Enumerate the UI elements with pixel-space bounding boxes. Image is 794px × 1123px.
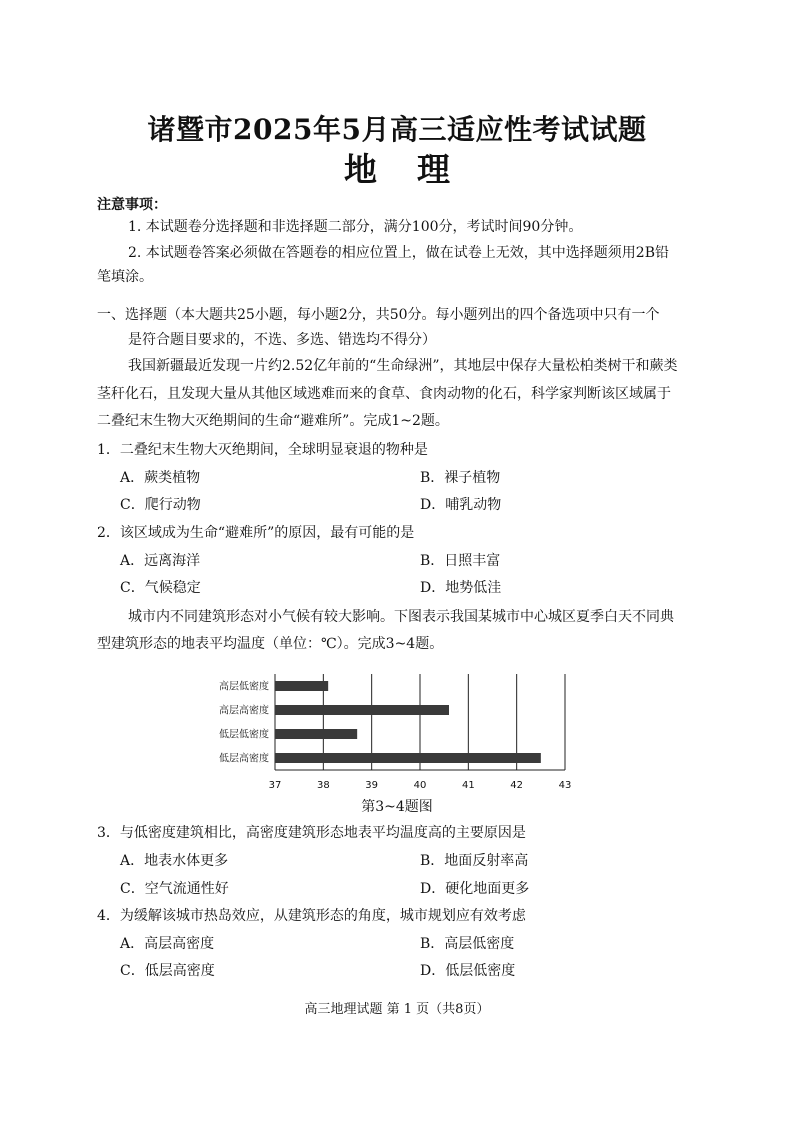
x-tick-label-37: 37	[268, 780, 282, 791]
question-1-option-c: C．爬行动物	[120, 497, 201, 513]
category-label: 高层高密度	[219, 705, 269, 717]
passage-2-line-2: 型建筑形态的地表平均温度（单位：℃）。完成3~4题。	[97, 636, 444, 652]
passage-1-line-1: 我国新疆最近发现一片约2.52亿年前的“生命绿洲”，其地层中保存大量松柏类树干和蕨类	[128, 358, 678, 374]
exam-title: 诸暨市2025年5月高三适应性考试试题	[147, 113, 647, 146]
question-3-option-c: C．空气流通性好	[120, 881, 229, 897]
question-1-option-d: D．哺乳动物	[420, 497, 502, 513]
question-2-option-d: D．地势低洼	[420, 580, 502, 596]
bar-3	[275, 753, 541, 763]
question-3-stem: 3．与低密度建筑相比，高密度建筑形态地表平均温度高的主要原因是	[97, 825, 526, 841]
x-tick-label-40: 40	[413, 780, 427, 791]
question-3-option-b: B．地面反射率高	[420, 853, 529, 869]
question-2-stem: 2．该区域成为生命“避难所”的原因，最有可能的是	[97, 525, 415, 541]
bar-chart	[205, 672, 585, 792]
category-label: 高层低密度	[219, 681, 269, 693]
bar-1	[275, 705, 449, 715]
x-tick-label-39: 39	[365, 780, 379, 791]
chart-caption: 第3~4题图	[361, 799, 433, 815]
question-1-option-b: B．裸子植物	[420, 470, 501, 486]
question-3-option-a: A．地表水体更多	[120, 853, 229, 869]
passage-2-line-1: 城市内不同建筑形态对小气候有较大影响。下图表示我国某城市中心城区夏季白天不同典	[128, 609, 674, 625]
x-tick-label-41: 41	[461, 780, 475, 791]
notice-item-1: 1. 本试题卷分选择题和非选择题二部分，满分100分，考试时间90分钟。	[128, 219, 583, 235]
bar-2	[275, 729, 357, 739]
question-4-option-d: D．低层低密度	[420, 963, 516, 979]
question-2-option-a: A．远离海洋	[120, 553, 201, 569]
category-label: 低层低密度	[219, 729, 269, 741]
section-heading: 一、选择题（本大题共25小题，每小题2分，共50分。每小题列出的四个备选项中只有一个	[97, 307, 660, 323]
notice-item-2-cont: 笔填涂。	[97, 269, 153, 285]
question-1-option-a: A．蕨类植物	[120, 470, 201, 486]
question-4-option-b: B．高层低密度	[420, 936, 515, 952]
x-tick-label-42: 42	[510, 780, 524, 791]
passage-1-line-2: 茎秆化石，且发现大量从其他区域逃难而来的食草、食肉动物的化石，科学家判断该区域属于	[97, 386, 671, 402]
question-4-stem: 4．为缓解该城市热岛效应，从建筑形态的角度，城市规划应有效考虑	[97, 908, 526, 924]
notice-heading: 注意事项：	[97, 197, 167, 213]
question-2-option-c: C．气候稳定	[120, 580, 201, 596]
bar-0	[275, 681, 328, 691]
category-label: 低层高密度	[219, 753, 269, 765]
question-1-stem: 1．二叠纪末生物大灭绝期间，全球明显衰退的物种是	[97, 442, 428, 458]
subject-title: 地理	[344, 150, 490, 189]
passage-1-line-3: 二叠纪末生物大灭绝期间的生命“避难所”。完成1~2题。	[97, 413, 449, 429]
question-3-option-d: D．硬化地面更多	[420, 881, 530, 897]
question-4-option-a: A．高层高密度	[120, 936, 215, 952]
x-tick-label-38: 38	[316, 780, 330, 791]
question-4-option-c: C．低层高密度	[120, 963, 215, 979]
page-footer: 高三地理试题 第 1 页（共8页）	[304, 1002, 490, 1017]
section-heading-cont: 是符合题目要求的，不选、多选、错选均不得分）	[128, 332, 436, 348]
notice-item-2: 2. 本试题卷答案必须做在答题卷的相应位置上，做在试卷上无效，其中选择题须用2B铅	[128, 245, 670, 261]
x-tick-label-43: 43	[558, 780, 572, 791]
question-2-option-b: B．日照丰富	[420, 553, 501, 569]
